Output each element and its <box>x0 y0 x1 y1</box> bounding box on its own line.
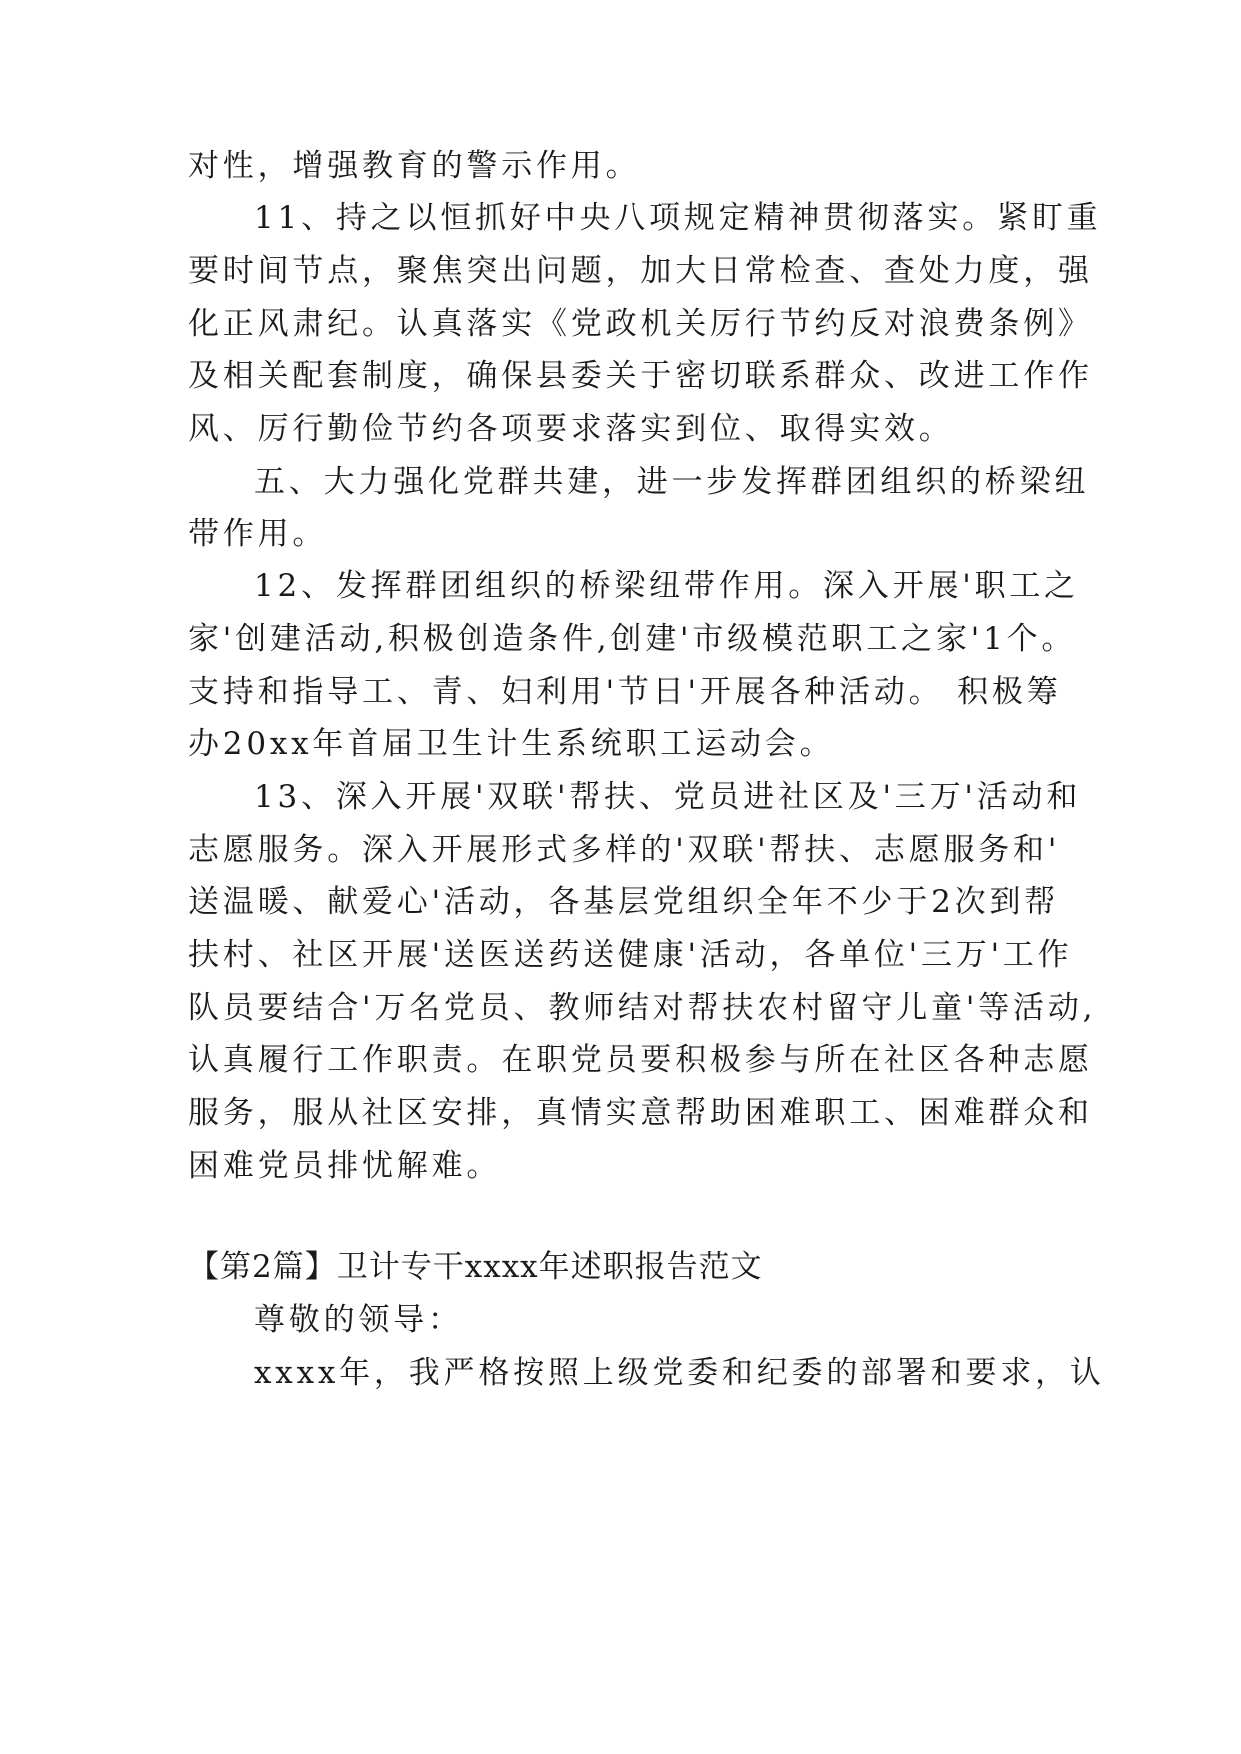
item-13-line: 扶村、社区开展'送医送药送健康'活动，各单位'三万'工作 <box>188 937 1073 973</box>
item-13-line: 困难党员排忧解难。 <box>188 1148 502 1184</box>
item-13-line: 队员要结合'万名党员、教师结对帮扶农村留守儿童'等活动, <box>188 990 1097 1026</box>
item-12-line: 家'创建活动,积极创造条件,创建'市级模范职工之家'1个。 <box>188 621 1077 657</box>
item-13-line: 服务，服从社区安排，真情实意帮助困难职工、困难群众和 <box>188 1095 1093 1131</box>
item-11-line: 及相关配套制度，确保县委关于密切联系群众、改进工作作 <box>188 358 1093 394</box>
article-heading: 【第2篇】卫计专干xxxx年述职报告范文 <box>188 1249 763 1285</box>
item-11-line: 11、持之以恒抓好中央八项规定精神贯彻落实。紧盯重 <box>254 200 1102 236</box>
salutation-line: 尊敬的领导： <box>254 1302 463 1338</box>
item-11-line: 风、厉行勤俭节约各项要求落实到位、取得实效。 <box>188 411 954 447</box>
part-5-heading-line: 带作用。 <box>188 516 328 552</box>
item-11-line: 要时间节点，聚焦突出问题，加大日常检查、查处力度，强 <box>188 253 1093 289</box>
item-13-line: 志愿服务。深入开展形式多样的'双联'帮扶、志愿服务和' <box>188 832 1061 868</box>
item-12-line: 办20xx年首届卫生计生系统职工运动会。 <box>188 726 835 762</box>
item-13-line: 13、深入开展'双联'帮扶、党员进社区及'三万'活动和 <box>254 779 1082 815</box>
item-13-line: 送温暖、献爱心'活动，各基层党组织全年不少于2次到帮 <box>188 884 1060 920</box>
part-5-heading-line: 五、大力强化党群共建，进一步发挥群团组织的桥梁纽 <box>254 464 1090 500</box>
paragraph-line: 对性，增强教育的警示作用。 <box>188 148 641 184</box>
item-12-line: 支持和指导工、青、妇利用'节日'开展各种活动。 积极筹 <box>188 674 1062 710</box>
item-12-line: 12、发挥群团组织的桥梁纽带作用。深入开展'职工之 <box>254 568 1079 604</box>
item-11-line: 化正风肃纪。认真落实《党政机关厉行节约反对浪费条例》 <box>188 306 1093 342</box>
opening-line: xxxx年，我严格按照上级党委和纪委的部署和要求，认 <box>254 1355 1105 1391</box>
item-13-line: 认真履行工作职责。在职党员要积极参与所在社区各种志愿 <box>188 1042 1093 1078</box>
